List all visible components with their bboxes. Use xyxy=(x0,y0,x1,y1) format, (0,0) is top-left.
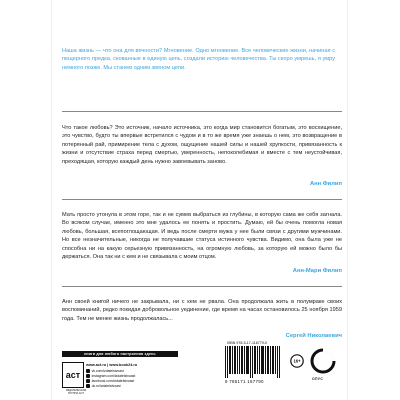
social-link-vk[interactable]: vk.com/izdatelstvoast xyxy=(86,369,124,373)
facebook-icon xyxy=(86,379,90,383)
website-links[interactable]: www.act.ru | www.book24.ru xyxy=(86,363,138,367)
instagram-icon xyxy=(86,374,90,378)
intro-quote: Наша жизнь — что она для вечности? Мгновение. Одно мгновение. Все человеческие жизни, начиная с пещерного предка, скованные в единую цепь, создали историю человечества. Ты скоро умрешь, я умру немного позже. Мы станем одним звеном цепи. xyxy=(62,48,335,71)
logo-text: аст xyxy=(65,369,81,380)
quote-text: Мать просто утонула в этом горе, так и не сумев выбраться из глубины, в которую сама же себя загнала. Во всяком случае, именно это мне удалось ее понять и простить. Думаю, ей бы очень помогла новая любовь, большая, всепоглощающая. И ведь после смерти мужа у нее были связи с другими мужчинами. Но все незначительные, никогда не получавшие статуса истинного чувства. Видимо, она была уже не способна ни на какую серьезную привязанность, на огромную любовь, за которую ей можно было бы держаться. Она так ни с кем и не связывала с моим отцом. xyxy=(62,212,342,261)
age-rating-badge xyxy=(290,354,304,368)
divider xyxy=(62,286,342,287)
quote-author: Сергей Николаевич xyxy=(285,333,342,339)
divider xyxy=(62,111,342,112)
ok-icon xyxy=(86,384,90,388)
publisher-logo xyxy=(62,362,84,388)
social-link-instagram[interactable]: instagram.com/izdatelstvoast xyxy=(86,374,135,378)
quote-author: Анн Филип xyxy=(309,181,342,187)
social-link-ok[interactable]: ok.ru/izdatelstvoast xyxy=(86,384,121,388)
social-link-facebook[interactable]: facebook.com/izdatelstvoast xyxy=(86,379,134,383)
quote-author: Анн-Мари Филип xyxy=(292,268,342,274)
divider xyxy=(62,199,342,200)
brand-logo-icon xyxy=(310,348,336,378)
publisher-name: ИЗДАТЕЛЬСКАЯ ГРУППА АСТ xyxy=(65,389,87,395)
quote-text: Анн своей книгой ничего не закрывала, ни с кем не рвала. Она продолжала жить в полумраке своих воспоминаний, редко покидая добровольное уединение, где время на часах остановилось 25 ноября 1959 года. Тем не менее жизнь продолжалась... xyxy=(62,299,342,322)
brand-name: ОПУС xyxy=(312,377,324,381)
isbn-text: ISBN 978-5-17-116779-0 xyxy=(227,341,267,345)
slogan-banner: книги для любого настроения здесь xyxy=(62,351,178,357)
age-rating-text: 16+ xyxy=(293,358,301,364)
quote-text: Что такое любовь? Это источник, начало источника, это когда мир становится богатым, это восхищение, это чувство, будто ты впервые встретился с чудом и в то же время уже знаешь о нем, это возвращение в потерянный рай, примирение тела с духом, ощущение нашей силы и нашей хрупкости, привязанность к жизни и отсутствие страха перед смертью, уверенность, непоколебимая и вместе с тем неустойчивая, преходящая, которую каждый день нужно завоевывать заново. xyxy=(62,125,342,165)
barcode-number: 9 785171 167790 xyxy=(225,379,264,384)
barcode xyxy=(225,346,281,378)
vk-icon xyxy=(86,369,90,373)
